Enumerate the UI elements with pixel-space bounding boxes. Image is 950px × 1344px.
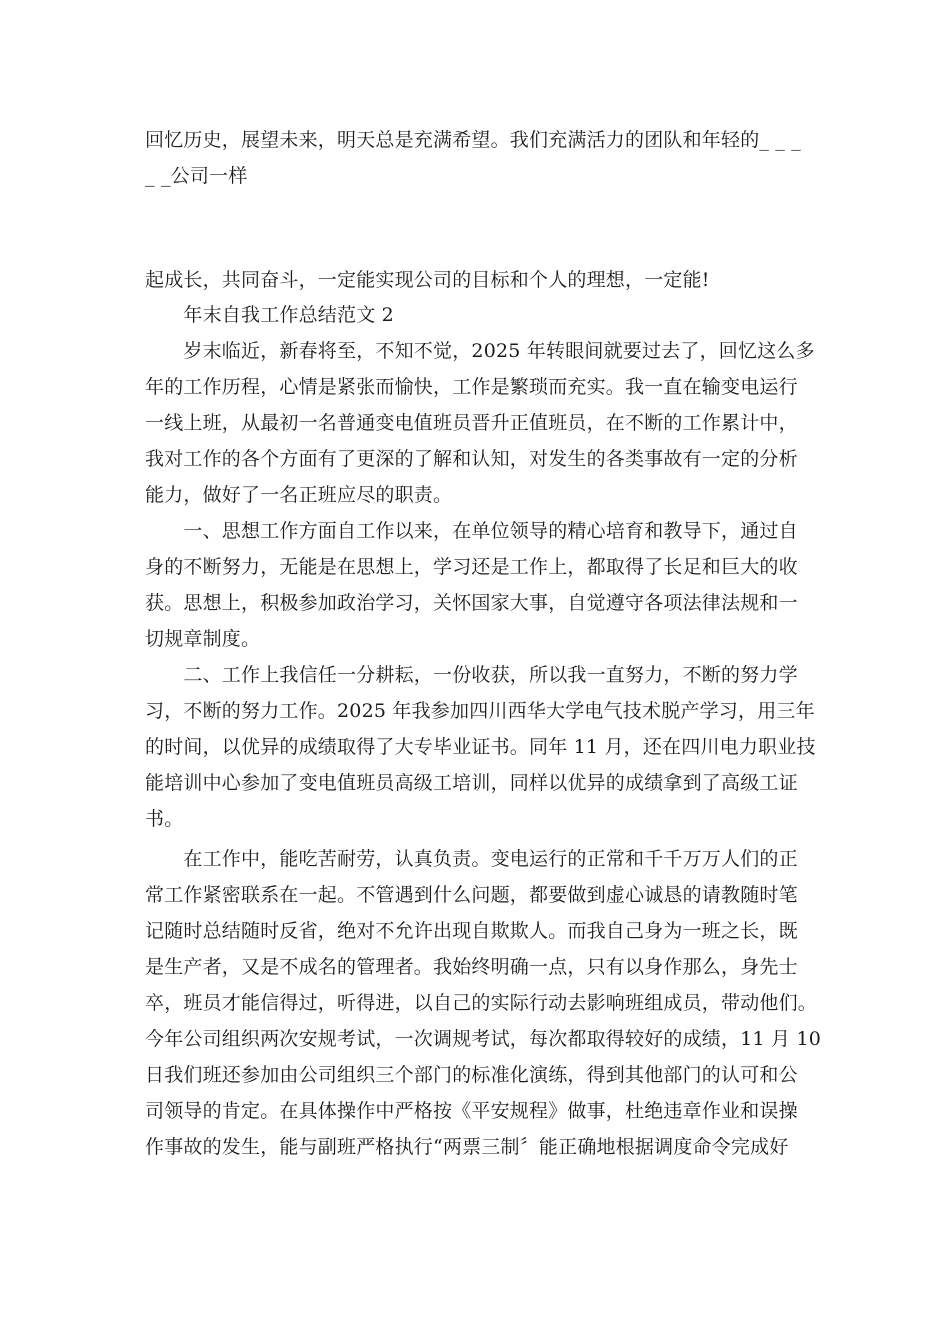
text-line: 卒，班员才能信得过，听得进，以自己的实际行动去影响班组成员，带动他们。 — [145, 992, 818, 1014]
text-line: 年的工作历程，心情是紧张而愉快，工作是繁琐而充实。我一直在输变电运行 — [145, 376, 798, 398]
text-line: 能力，做好了一名正班应尽的职责。 — [145, 484, 453, 506]
text-line: 在工作中，能吃苦耐劳，认真负责。变电运行的正常和千千万万人们的正 — [145, 848, 798, 870]
text-line: 我对工作的各个方面有了更深的了解和认知，对发生的各类事故有一定的分析 — [145, 448, 798, 470]
text-line: 习，不断的努力工作。2025 年我参加四川西华大学电气技术脱产学习，用三年 — [145, 700, 815, 722]
text-line: 二、工作上我信任一分耕耘，一份收获，所以我一直努力，不断的努力学 — [145, 664, 798, 686]
text-line: 记随时总结随时反省，绝对不允许出现自欺欺人。而我自己身为一班之长，既 — [145, 920, 798, 942]
text-line: 能培训中心参加了变电值班员高级工培训，同样以优异的成绩拿到了高级工证 — [145, 772, 798, 794]
text-line: 获。思想上，积极参加政治学习，关怀国家大事，自觉遵守各项法律法规和一 — [145, 592, 798, 614]
text-line: 起成长，共同奋斗，一定能实现公司的目标和个人的理想，一定能! — [145, 269, 710, 291]
text-line: 书。 — [145, 808, 184, 830]
text-line: 一、思想工作方面自工作以来，在单位领导的精心培育和教导下，通过自 — [145, 520, 798, 542]
section-heading: 年末自我工作总结范文 2 — [145, 304, 394, 326]
text-line: 作事故的发生，能与副班严格执行“两票三制〞能正确地根据调度命令完成好 — [145, 1136, 789, 1158]
text-line: 一线上班，从最初一名普通变电值班员晋升正值班员，在不断的工作累计中， — [145, 412, 798, 434]
text-line: 今年公司组织两次安规考试，一次调规考试，每次都取得较好的成绩，11 月 10 — [145, 1028, 822, 1050]
text-line: 身的不断努力，无能是在思想上，学习还是工作上，都取得了长足和巨大的收 — [145, 556, 798, 578]
text-line: _ _公司一样 — [145, 165, 248, 187]
text-line: 日我们班还参加由公司组织三个部门的标准化演练，得到其他部门的认可和公 — [145, 1064, 798, 1086]
text-line: 的时间，以优异的成绩取得了大专毕业证书。同年 11 月，还在四川电力职业技 — [145, 736, 816, 758]
text-line: 常工作紧密联系在一起。不管遇到什么问题，都要做到虚心诚恳的请教随时笔 — [145, 884, 798, 906]
text-line: 司领导的肯定。在具体操作中严格按《平安规程》做事，杜绝违章作业和误操 — [145, 1100, 798, 1122]
text-line: 回忆历史，展望未来，明天总是充满希望。我们充满活力的团队和年轻的_ _ _ — [145, 129, 801, 151]
text-line: 切规章制度。 — [145, 628, 261, 650]
text-line: 是生产者，又是不成名的管理者。我始终明确一点，只有以身作那么，身先士 — [145, 956, 798, 978]
text-line: 岁末临近，新春将至，不知不觉，2025 年转眼间就要过去了，回忆这么多 — [145, 340, 815, 362]
